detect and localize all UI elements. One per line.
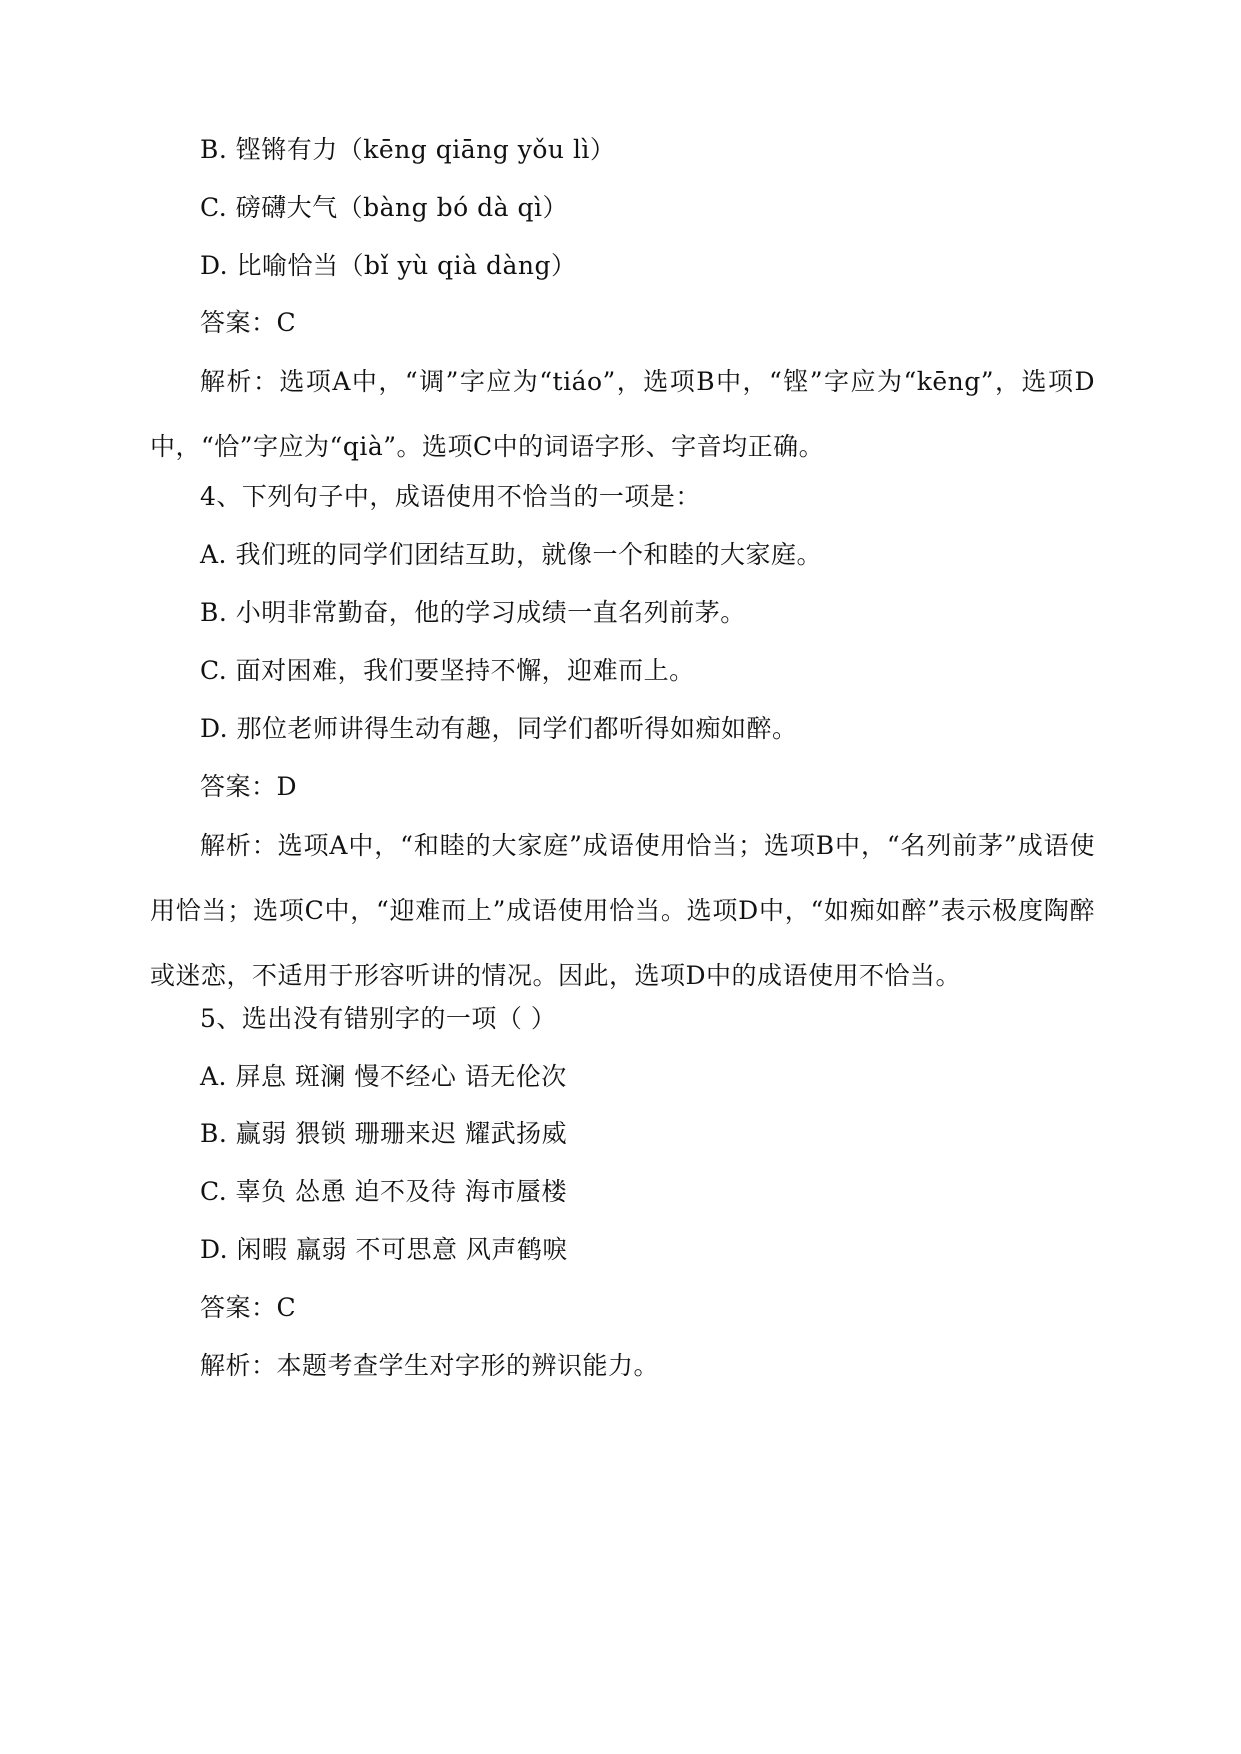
- q4-option-b: B. 小明非常勤奋，他的学习成绩一直名列前茅。: [200, 598, 746, 627]
- q5-analysis: 解析：本题考查学生对字形的辨识能力。: [200, 1351, 660, 1380]
- q4-analysis: 解析：选项A中，“和睦的大家庭”成语使用恰当；选项B中，“名列前茅”成语使用恰当；选项C中，“迎难而上”成语使用恰当。选项D中，“如痴如醉”表示极度陶醉或迷恋，不适用于形容听讲的情况。因此，选项D中的成语使用不恰当。: [150, 831, 1095, 990]
- q3-option-d: D. 比喻恰当（bǐ yù qià dàng）: [200, 251, 577, 280]
- q3-option-c: C. 磅礴大气（bàng bó dà qì）: [200, 193, 568, 222]
- q3-analysis: 解析：选项A中，“调”字应为“tiáo”，选项B中，“铿”字应为“kēng”，选项D中，“恰”字应为“qià”。选项C中的词语字形、字音均正确。: [150, 367, 1095, 461]
- q4-option-d: D. 那位老师讲得生动有趣，同学们都听得如痴如醉。: [200, 714, 798, 743]
- q4-option-a: A. 我们班的同学们团结互助，就像一个和睦的大家庭。: [200, 540, 822, 569]
- q5-question: 5、选出没有错别字的一项（ ）: [200, 1004, 557, 1033]
- q5-option-d: D. 闲暇 羸弱 不可思意 风声鹤唳: [200, 1235, 568, 1264]
- q5-option-b: B. 赢弱 猥锁 珊珊来迟 耀武扬威: [200, 1119, 568, 1148]
- q4-question: 4、下列句子中，成语使用不恰当的一项是：: [200, 482, 701, 511]
- q5-option-c: C. 辜负 怂恿 迫不及待 海市蜃楼: [200, 1177, 567, 1206]
- q3-option-b: B. 铿锵有力（kēng qiāng yǒu lì）: [200, 135, 616, 164]
- q4-option-c: C. 面对困难，我们要坚持不懈，迎难而上。: [200, 656, 695, 685]
- q5-answer: 答案：C: [200, 1293, 297, 1322]
- q5-option-a: A. 屏息 斑澜 慢不经心 语无伦次: [200, 1062, 567, 1091]
- q4-answer: 答案：D: [200, 772, 298, 801]
- q3-answer: 答案：C: [200, 308, 297, 337]
